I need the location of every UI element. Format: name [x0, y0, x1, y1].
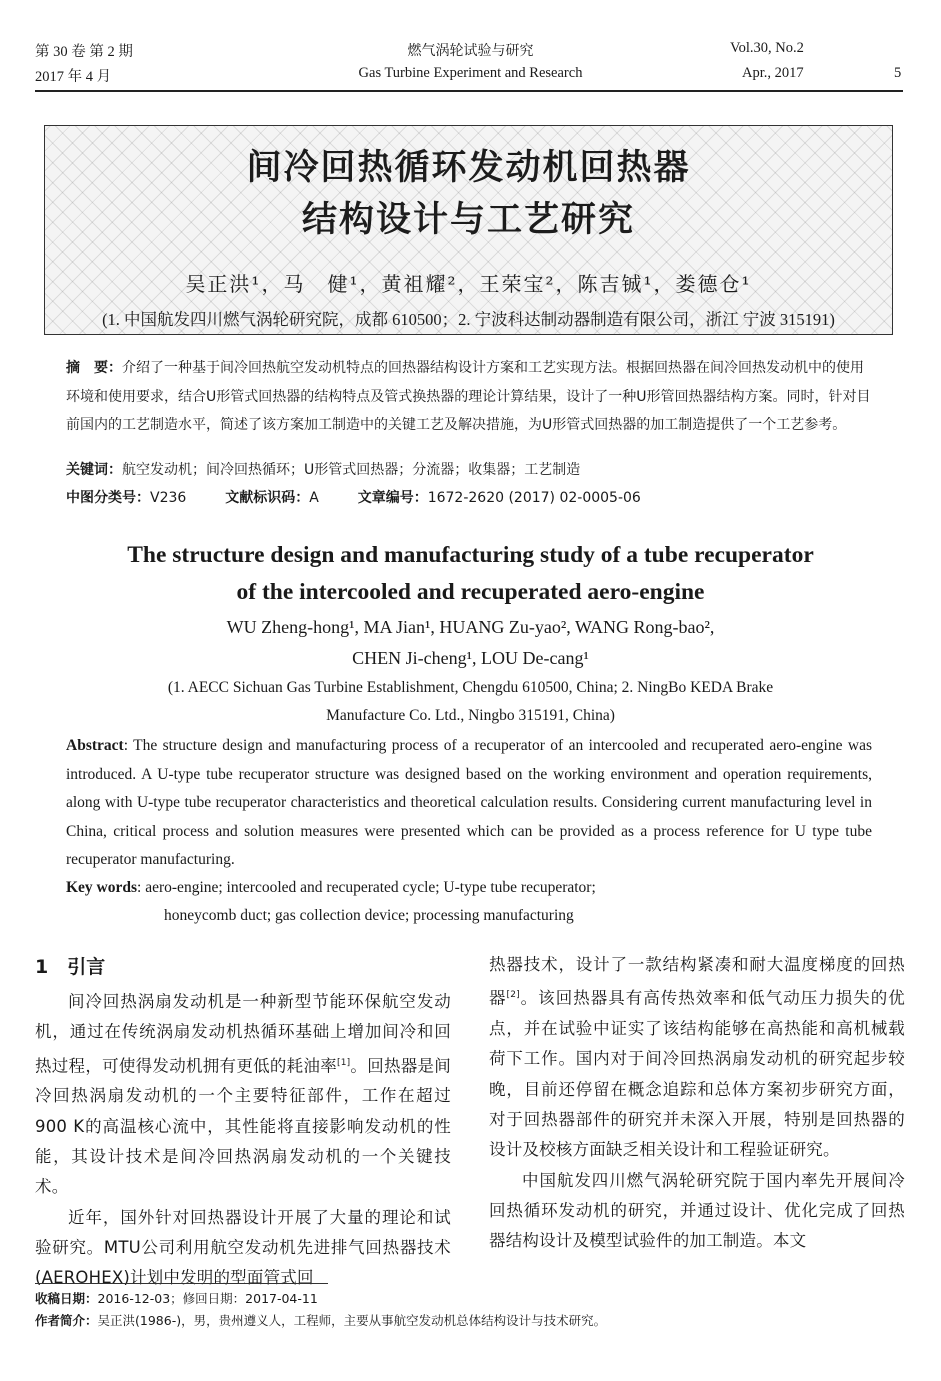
header-date-cn: 2017 年 4 月 — [35, 69, 112, 85]
abstract-en — [66, 732, 872, 875]
paragraph-text: 间冷回热涡扇发动机是一种新型节能环保航空发动机，通过在传统涡扇发动机热循环基础上增加间冷和回热过程，可使得发动机拥有更低的耗油率 — [35, 992, 451, 1076]
paragraph: 中国航发四川燃气涡轮研究院于国内率先开展间冷回热循环发动机的研究，并通过设计、优化完成了回热器结构设计及模型试验件的加工制造。本文 — [489, 1170, 905, 1251]
header-journal-cn: 燃气涡轮试验与研究 — [407, 43, 534, 59]
paragraph-text: 热器技术，设计了一款结构紧凑和耐大温度梯度的回热器 — [489, 955, 905, 1008]
paragraph-text: 。回热器是间冷回热涡扇发动机的一个主要特征部件，工作在超过900 K的高温核心流中，其性能将直接影响发动机的性能，其设计技术是间冷回热涡扇发动机的一个关键技术。 — [35, 1056, 452, 1197]
footnote-dates-label: 收稿日期： — [35, 1291, 98, 1306]
header-journal-en: Gas Turbine Experiment and Research — [358, 65, 583, 81]
footnote-author-label: 作者简介： — [35, 1313, 98, 1328]
authors-en-line2: CHEN Ji-cheng¹, LOU De-cang¹ — [352, 648, 589, 668]
affiliation-cn: (1. 中国航发四川燃气涡轮研究院，成都 610500；2. 宁波科达制动器制造有限公司，浙江 宁波 315191) — [102, 310, 835, 329]
abstract-cn-label: 摘 要： — [66, 360, 122, 376]
keywords-en-label: Key words — [66, 879, 138, 896]
title-cn-line2: 结构设计与工艺研究 — [301, 200, 635, 240]
keywords-en — [66, 874, 872, 903]
doc-code-value: A — [309, 490, 319, 506]
title-box — [44, 125, 893, 335]
paragraph — [35, 987, 451, 1203]
paragraph-text: 。该回热器具有高传热效率和低气动压力损失的优点，并在试验中证实了该结构能够在高热能和高机械载荷下工作。国内对于间冷回热涡扇发动机的研究起步较晚，目前还停留在概念追踪和总体方案初步研究方面，对于回热器部件的研究并未深入开展，特别是回热器的设计及校核方面缺乏相关设计和工程验证研究。 — [489, 988, 906, 1160]
authors-en-line1: WU Zheng-hong¹, MA Jian¹, HUANG Zu-yao², WANG Rong-bao², — [226, 617, 715, 637]
abstract-en-label: Abstract — [66, 737, 124, 754]
title-en-line1: The structure design and manufacturing study of a tube recuperator — [127, 542, 814, 568]
title-cn-line1: 间冷回热循环发动机回热器 — [246, 148, 691, 188]
citation[interactable]: [1] — [336, 1057, 351, 1068]
header-rule — [35, 90, 903, 92]
right-column — [489, 950, 905, 1256]
doc-code-label: 文献标识码： — [225, 490, 310, 506]
article-number-label: 文章编号： — [357, 490, 428, 506]
header-volume-en: Vol.30, No.2 — [730, 40, 804, 56]
left-column — [35, 987, 451, 1293]
classification — [66, 484, 872, 513]
keywords-cn-label: 关键词： — [66, 462, 122, 478]
citation[interactable]: [2] — [506, 990, 520, 1001]
abstract-cn-text: 介绍了一种基于间冷回热航空发动机特点的回热器结构设计方案和工艺实现方法。根据回热器在间冷回热发动机中的使用环境和使用要求，结合U形管式回热器的结构特点及管式换热器的理论计算结果，设计了一种U形管回热器结构方案。同时，针对目前国内的工艺制造水平，简述了该方案加工制造中的关键工艺及解决措施，为U形管式回热器的加工制造提供了一个工艺参考。 — [66, 360, 871, 433]
affiliation-en-line1: (1. AECC Sichuan Gas Turbine Establishment, Chengdu 610500, China; 2. NingBo KEDA Brake — [167, 679, 774, 696]
footnote-dates — [35, 1289, 318, 1307]
keywords-en-line2: honeycomb duct; gas collection device; processing manufacturing — [164, 907, 574, 924]
keywords-cn-text: 航空发动机；间冷回热循环；U形管式回热器；分流器；收集器；工艺制造 — [122, 462, 581, 478]
abstract-cn — [66, 354, 872, 440]
keywords-en-line1: : aero-engine; intercooled and recuperated cycle; U-type tube recuperator; — [137, 879, 596, 896]
footnote-author — [35, 1311, 606, 1329]
clc-label: 中图分类号： — [66, 490, 150, 506]
clc-value: V236 — [150, 490, 187, 506]
authors-cn: 吴正洪¹，马 健¹，黄祖耀²，王荣宝²，陈吉铖¹，娄德仓¹ — [185, 272, 752, 296]
header-date-en: Apr., 2017 — [742, 65, 804, 81]
article-number-value: 1672-2620 (2017) 02-0005-06 — [427, 490, 641, 506]
abstract-en-text: : The structure design and manufacturing process of a recuperator of an intercooled and recuperated aero-engine was introduced. A U-type tube recuperator structure was designed based on the working environment and operation requirements, along with U-type tube recuperator characteristics and theoretical calculation results. Considering current manufacturing level in China, critical process and solution measures were presented which can be provided as a process reference for U type tube recuperator manufacturing. — [66, 737, 872, 868]
affiliation-en-line2: Manufacture Co. Ltd., Ningbo 315191, China) — [326, 707, 615, 724]
paragraph: 近年，国外针对回热器设计开展了大量的理论和试验研究。MTU公司利用航空发动机先进排气回热器技术(AEROHEX)计划中发明的型面管式回 — [35, 1207, 451, 1288]
keywords-cn — [66, 456, 872, 485]
header-volume-cn: 第 30 卷 第 2 期 — [35, 44, 133, 60]
page-number: 5 — [894, 65, 902, 81]
footnote-author-text: 吴正洪(1986-)，男，贵州遵义人，工程师，主要从事航空发动机总体结构设计与技术研究。 — [97, 1313, 607, 1328]
footnote-rule — [35, 1283, 328, 1284]
section-heading: 1 引言 — [35, 956, 106, 978]
title-en-line2: of the intercooled and recuperated aero-engine — [236, 579, 705, 605]
paragraph — [489, 950, 905, 1166]
footnote-dates-text: 2016-12-03；修回日期：2017-04-11 — [97, 1291, 318, 1306]
